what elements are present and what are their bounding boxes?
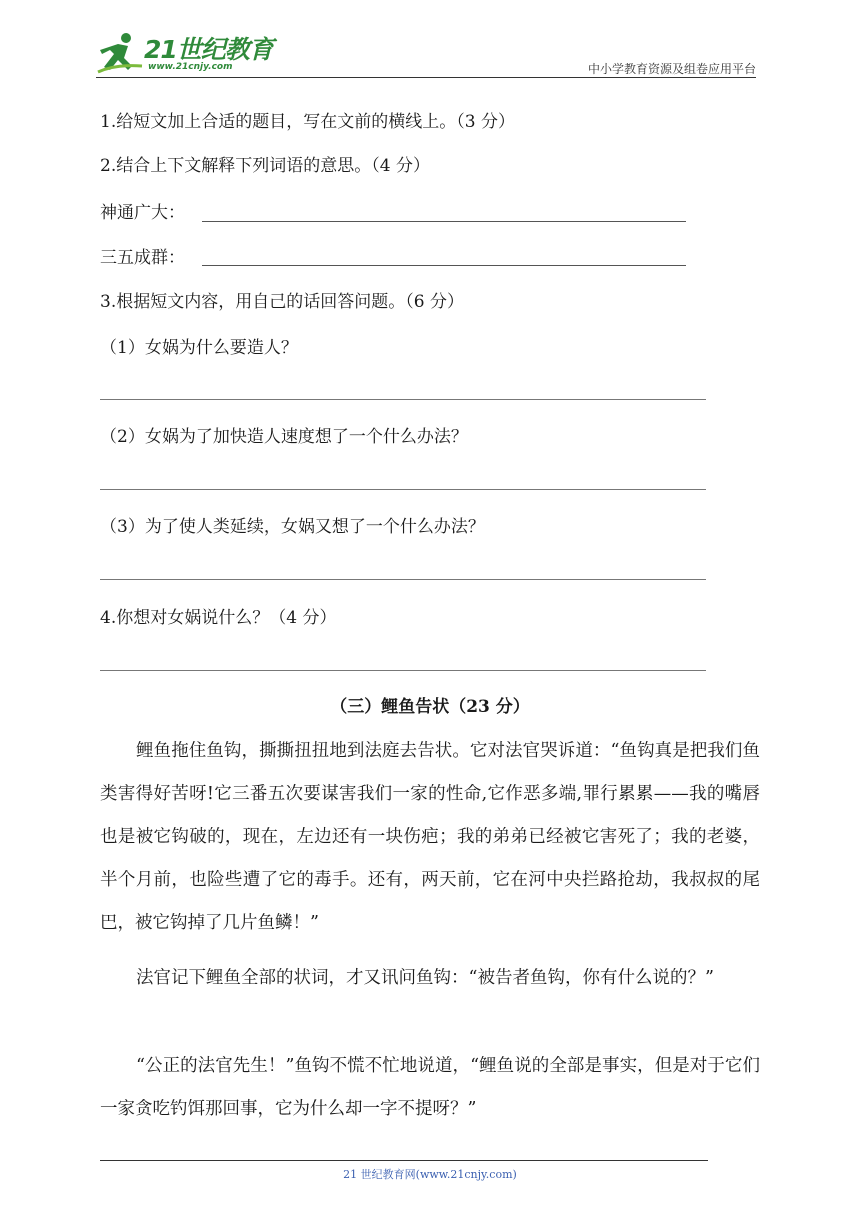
header-divider: [96, 77, 756, 78]
passage-paragraph-2: [100, 957, 760, 1000]
section-title: （三）鲤鱼告状（23 分）: [330, 697, 530, 717]
answer-line-3-1[interactable]: [100, 399, 706, 400]
answer-line-4[interactable]: [100, 670, 706, 671]
logo-url: www.21cnjy.com: [148, 62, 233, 72]
answer-line-3-2[interactable]: [100, 489, 706, 490]
runner-logo-icon: [96, 30, 146, 76]
question-3-1: （1）女娲为什么要造人？: [100, 338, 298, 358]
term-label-2: 三五成群：: [100, 248, 185, 268]
paragraph-2-text: 法官记下鲤鱼全部的状词，才又讯问鱼钩：“被告者鱼钩，你有什么说的？”: [136, 968, 714, 988]
platform-name: 中小学教育资源及组卷应用平台: [587, 62, 756, 76]
question-3: 3.根据短文内容，用自己的话回答问题。（6 分）: [100, 292, 464, 312]
term-label-1: 神通广大：: [100, 203, 185, 223]
paragraph-3-text: “公正的法官先生！”鱼钩不慌不忙地说道，“鲤鱼说的全部是事实，但是对于它们一家贪吃钓饵那回事，它为什么却一字不提呀？”: [100, 1056, 760, 1119]
site-logo[interactable]: [96, 30, 276, 80]
footer-divider: [100, 1160, 708, 1161]
passage-paragraph-1: [100, 730, 760, 945]
question-4: 4.你想对女娲说什么？（4 分）: [100, 608, 337, 628]
question-3-2: （2）女娲为了加快造人速度想了一个什么办法？: [100, 427, 468, 447]
logo-text: 21世纪教育: [144, 35, 273, 64]
footer-link[interactable]: 21 世纪教育网(www.21cnjy.com): [343, 1168, 517, 1181]
answer-line-term1[interactable]: [202, 221, 686, 222]
passage-paragraph-3: [100, 1045, 760, 1131]
question-3-3: （3）为了使人类延续，女娲又想了一个什么办法？: [100, 517, 485, 537]
question-2: 2.结合上下文解释下列词语的意思。（4 分）: [100, 156, 430, 176]
answer-line-3-3[interactable]: [100, 579, 706, 580]
question-1: 1.给短文加上合适的题目，写在文前的横线上。（3 分）: [100, 112, 515, 132]
paragraph-1-text: 鲤鱼拖住鱼钩，撕撕扭扭地到法庭去告状。它对法官哭诉道：“鱼钩真是把我们鱼类害得好苦呀!它三番五次要谋害我们一家的性命,它作恶多端,罪行累累——我的嘴唇也是被它钩破的，现在，左边还有一块伤疤；我的弟弟已经被它害死了；我的老婆，半个月前，也险些遭了它的毒手。还有，两天前，它在河中央拦路抢劫，我叔叔的尾巴，被它钩掉了几片鱼鳞！”: [100, 741, 760, 933]
page-header: [0, 0, 860, 80]
answer-line-term2[interactable]: [202, 265, 686, 266]
